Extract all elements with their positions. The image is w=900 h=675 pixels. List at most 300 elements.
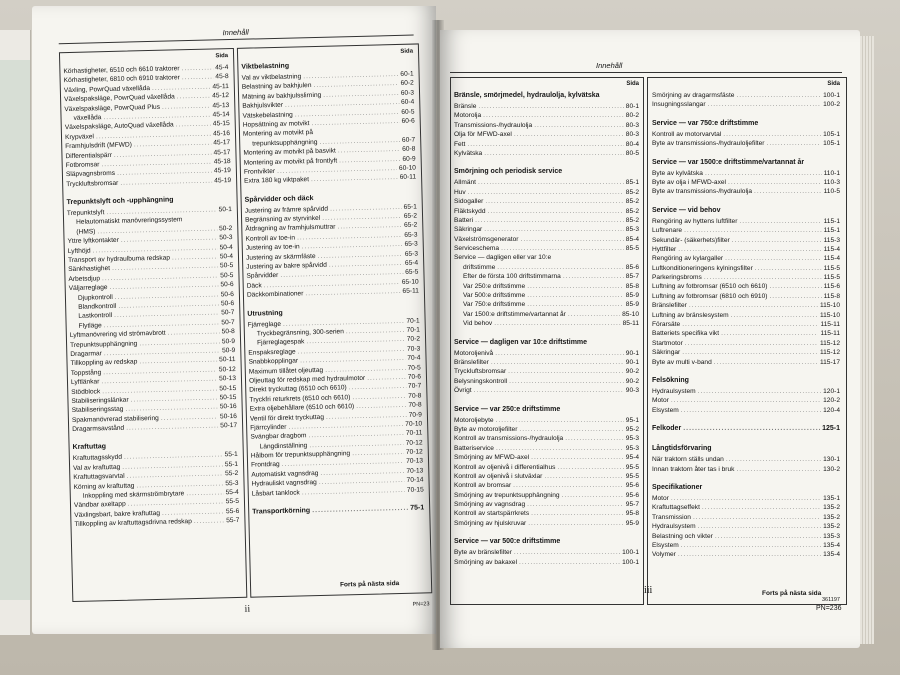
entry-label: Spårvidder bbox=[246, 272, 279, 281]
entry-label: Var 500:e driftstimme bbox=[463, 292, 526, 300]
entry-label: Bränslefilter bbox=[652, 302, 687, 310]
toc-entry bbox=[454, 548, 639, 557]
entry-page-number: 135-1 bbox=[823, 494, 840, 502]
entry-label: Hydraulsystem bbox=[652, 523, 696, 531]
section-title: Transportkörning bbox=[252, 507, 311, 516]
toc-entry bbox=[652, 130, 840, 139]
toc-entry bbox=[454, 444, 639, 453]
entry-page-number: 50-7 bbox=[221, 309, 235, 317]
entry-page-number: 85-11 bbox=[622, 320, 639, 328]
sida-label: Sida bbox=[827, 81, 840, 87]
entry-label: Byte av multi v-band bbox=[652, 358, 712, 366]
entry-page-number: 60-2 bbox=[400, 79, 414, 88]
entry-label: Oljeuttag för redskap med hydraulmotor bbox=[248, 374, 366, 385]
toc-section-heading bbox=[652, 483, 840, 494]
page-code: PN=23 bbox=[412, 601, 430, 608]
entry-page-number: 115-1 bbox=[823, 217, 840, 225]
dot-leader bbox=[726, 455, 821, 464]
entry-page-number: 100-1 bbox=[622, 549, 639, 557]
toc-entry bbox=[454, 491, 639, 500]
entry-page-number: 70-13 bbox=[406, 467, 424, 475]
dot-leader bbox=[484, 149, 624, 158]
entry-label: Hydraulsystem bbox=[652, 387, 696, 395]
dot-leader bbox=[736, 91, 821, 100]
entry-label: Lyftmanövrering vid strömavbrott bbox=[69, 329, 166, 340]
dot-leader bbox=[723, 130, 821, 139]
entry-label: Montering av motvikt på frontlyft bbox=[243, 156, 338, 167]
toc-entry bbox=[454, 509, 639, 518]
entry-page-number: 115-5 bbox=[823, 264, 840, 272]
toc-entry bbox=[454, 416, 639, 425]
entry-label: Tryckbegränsning, 300-serien bbox=[256, 328, 344, 338]
entry-label: Åtdragning av framhjulsmuttrar bbox=[245, 223, 336, 234]
entry-page-number: 95-5 bbox=[625, 463, 639, 471]
entry-label: Serviceschema bbox=[454, 245, 500, 253]
entry-label: Var 250:e driftstimme bbox=[463, 282, 526, 290]
entry-label: Växelspaksläge, PowrQuad växellåda bbox=[64, 93, 175, 104]
entry-label: Luftning av fotbromsar (6510 och 6610) bbox=[652, 283, 768, 291]
toc-entry bbox=[454, 310, 639, 319]
section-gap bbox=[454, 396, 639, 405]
sida-label: Sida bbox=[626, 81, 639, 87]
dot-leader bbox=[681, 541, 821, 550]
entry-page-number: 135-4 bbox=[823, 551, 840, 559]
entry-page-number: 115-1 bbox=[823, 227, 840, 235]
entry-page-number: 50-2 bbox=[219, 224, 233, 233]
entry-page-number: 65-3 bbox=[404, 240, 418, 249]
toc-entry bbox=[652, 282, 840, 291]
dot-leader bbox=[194, 517, 225, 527]
entry-label: Parkeringsbroms bbox=[652, 274, 702, 282]
header-rule bbox=[450, 72, 842, 73]
entry-page-number: 120-4 bbox=[823, 406, 840, 414]
entry-page-number: 90-1 bbox=[625, 358, 639, 366]
entry-page-number: 50-9 bbox=[221, 337, 236, 345]
entry-label: Dragarmsavstånd bbox=[72, 424, 125, 434]
toc-entry bbox=[652, 139, 840, 148]
page-header: Innehåll bbox=[596, 61, 623, 70]
page-stack-edge bbox=[860, 36, 874, 644]
entry-label: Kontroll av bromsar bbox=[454, 482, 512, 490]
entry-label: Rengöring av hyttens luftfilter bbox=[652, 217, 738, 225]
entry-page-number: 85-1 bbox=[625, 179, 639, 187]
section-title: Service — var 1500:e driftstimme/vartannat år bbox=[652, 158, 805, 166]
entry-page-number: 90-2 bbox=[625, 377, 639, 385]
entry-page-number: 70-12 bbox=[405, 448, 423, 456]
toc-entry bbox=[454, 149, 639, 158]
entry-page-number: 115-5 bbox=[823, 274, 840, 282]
toc-entry bbox=[454, 500, 639, 509]
entry-page-number: 125-1 bbox=[822, 425, 840, 433]
dot-leader bbox=[568, 310, 620, 319]
toc-entry bbox=[652, 245, 840, 254]
toc-entry bbox=[454, 519, 639, 528]
entry-label: Krypväxel bbox=[64, 133, 95, 141]
entry-page-number: 65-3 bbox=[404, 250, 419, 258]
entry-label: driftstimme bbox=[463, 263, 496, 271]
entry-page-number: 100-1 bbox=[823, 92, 840, 99]
entry-page-number: 50-17 bbox=[220, 422, 238, 430]
toc-entry bbox=[652, 311, 840, 320]
dot-leader bbox=[678, 550, 821, 559]
entry-page-number: 45-8 bbox=[215, 73, 229, 81]
entry-page-number: 95-1 bbox=[625, 416, 639, 424]
entry-label: Huv bbox=[454, 188, 466, 196]
entry-label: Kontroll av oljenivå i differentialhus bbox=[454, 463, 556, 471]
entry-label: Byte av olja i MFWD-axel bbox=[652, 178, 727, 186]
entry-page-number: 115-4 bbox=[823, 255, 840, 263]
entry-label: Väljarreglage bbox=[68, 284, 108, 293]
entry-label: Byte av transmissions-/hydrauloljefilter bbox=[652, 140, 765, 148]
entry-label: Låsbart tanklock bbox=[251, 489, 300, 498]
toc-entry bbox=[454, 225, 639, 234]
entry-label: Stabiliseringslänkar bbox=[71, 396, 129, 405]
dot-leader bbox=[671, 494, 821, 503]
entry-label: Växlingsbart, bakre kraftuttag bbox=[74, 509, 161, 519]
dot-leader bbox=[767, 139, 822, 148]
dot-leader bbox=[698, 387, 822, 396]
dot-leader bbox=[693, 513, 821, 522]
entry-label: Montering av motvikt på basvikt bbox=[243, 147, 336, 157]
entry-page-number: 115-11 bbox=[820, 321, 840, 329]
toc-entry bbox=[652, 532, 840, 541]
entry-label: Batteriets specifika vikt bbox=[652, 330, 720, 338]
entry-label: Direkt tryckuttag (6510 och 6610) bbox=[249, 384, 347, 394]
toc-entry bbox=[652, 387, 840, 396]
entry-label: Smörjning av trepunktsupphängning bbox=[454, 491, 560, 499]
toc-entry bbox=[652, 455, 840, 464]
dot-leader bbox=[484, 225, 624, 234]
entry-label: Kontroll av toe-in bbox=[245, 234, 296, 243]
entry-page-number: 115-17 bbox=[819, 358, 840, 366]
entry-page-number: 85-6 bbox=[625, 263, 639, 271]
continued-note: Forts på nästa sida bbox=[762, 590, 822, 597]
dot-leader bbox=[519, 558, 620, 567]
entry-label: Däck bbox=[246, 282, 262, 290]
section-gap bbox=[652, 415, 840, 424]
entry-page-number: 50-8 bbox=[221, 328, 235, 336]
dot-leader bbox=[496, 416, 624, 425]
sida-label: Sida bbox=[215, 53, 229, 60]
entry-label: Växelströmsgenerator bbox=[454, 235, 519, 243]
dot-leader bbox=[681, 406, 821, 415]
entry-label: Motoroljebyte bbox=[454, 416, 494, 424]
entry-page-number: 70-15 bbox=[406, 486, 424, 494]
dot-leader bbox=[485, 197, 623, 206]
toc-section-heading bbox=[454, 91, 639, 102]
dot-leader bbox=[483, 111, 624, 120]
entry-page-number: 85-10 bbox=[622, 310, 639, 318]
entry-page-number: 70-13 bbox=[406, 457, 424, 466]
entry-label: Olja för MFWD-axel bbox=[454, 131, 512, 139]
entry-label: Tillkoppling av kraftuttagsdrivna redskap bbox=[74, 518, 192, 529]
entry-page-number: 50-9 bbox=[221, 346, 236, 355]
entry-label: (HMS) bbox=[76, 228, 96, 236]
entry-label: Justering av skärmfäste bbox=[245, 252, 316, 262]
entry-label: Hydrauliskt vagnsdrag bbox=[251, 479, 317, 488]
dot-leader bbox=[527, 300, 624, 309]
entry-page-number: 95-2 bbox=[625, 425, 639, 433]
entry-page-number: 65-2 bbox=[403, 221, 418, 230]
entry-label: Elsystem bbox=[652, 541, 679, 549]
dot-leader bbox=[531, 509, 624, 518]
entry-label: Kontroll av startspärrkrets bbox=[454, 510, 530, 518]
toc-section-heading bbox=[454, 338, 639, 349]
entry-page-number: 85-9 bbox=[625, 292, 639, 300]
dot-leader bbox=[488, 207, 624, 216]
entry-page-number: 115-3 bbox=[823, 236, 840, 244]
entry-page-number: 115-11 bbox=[820, 330, 840, 338]
entry-label: Belysningskontroll bbox=[454, 377, 508, 385]
page-tint-strip bbox=[0, 60, 30, 600]
entry-page-number: 45-14 bbox=[212, 111, 230, 119]
entry-page-number: 50-1 bbox=[218, 206, 232, 214]
dot-leader bbox=[557, 463, 623, 472]
section-gap bbox=[652, 197, 840, 206]
toc-entry bbox=[454, 263, 639, 272]
entry-label: Trepunktsupphängning bbox=[70, 339, 138, 349]
entry-page-number: 60-4 bbox=[400, 98, 415, 107]
toc-entry bbox=[454, 282, 639, 291]
section-title: Spårvidder och däck bbox=[244, 194, 314, 204]
dot-leader bbox=[527, 500, 624, 509]
entry-label: Justering av bakre spårvidd bbox=[246, 261, 327, 271]
dot-leader bbox=[495, 349, 624, 358]
dot-leader bbox=[494, 319, 620, 328]
toc-section-heading bbox=[454, 167, 639, 178]
section-gap bbox=[652, 435, 840, 444]
entry-page-number: 90-3 bbox=[625, 387, 639, 395]
entry-page-number: 110-1 bbox=[823, 169, 840, 177]
dot-leader bbox=[501, 244, 624, 253]
entry-label: Justering av främre spårvidd bbox=[244, 205, 329, 215]
dot-leader bbox=[754, 187, 822, 196]
entry-label: Var 750:e driftstimme bbox=[463, 301, 526, 309]
entry-page-number: 45-17 bbox=[213, 139, 231, 147]
entry-label: Byte av transmissions-/hydraulolja bbox=[652, 188, 753, 196]
entry-label: Kraftuttagseffekt bbox=[652, 504, 700, 512]
entry-label: Justering av toe-in bbox=[245, 243, 300, 252]
entry-label: Lastkontroll bbox=[78, 312, 113, 321]
entry-page-number: 85-7 bbox=[625, 273, 639, 281]
toc-entry bbox=[652, 465, 840, 474]
entry-page-number: 115-12 bbox=[819, 339, 840, 347]
dot-leader bbox=[714, 358, 818, 367]
dot-leader bbox=[769, 292, 821, 301]
entry-label: Automatiskt vagnsdrag bbox=[251, 469, 319, 479]
entry-label: Hyttfilter bbox=[652, 245, 677, 253]
entry-label: Begränsning av styrvinkel bbox=[245, 214, 321, 224]
entry-label: Smörjning av bakaxel bbox=[454, 558, 518, 566]
toc-entry bbox=[652, 396, 840, 405]
entry-label: Körning av kraftuttag bbox=[73, 482, 135, 491]
entry-page-number: 65-4 bbox=[404, 259, 419, 267]
entry-label: Rengöring av kylargaller bbox=[652, 255, 724, 263]
entry-page-number: 45-4 bbox=[215, 64, 229, 72]
section-gap bbox=[652, 367, 840, 376]
toc-entry bbox=[652, 169, 840, 178]
toc-entry bbox=[454, 453, 639, 462]
entry-label: Stödblock bbox=[71, 387, 101, 396]
entry-label: Toppstång bbox=[70, 368, 102, 377]
entry-page-number: 80-5 bbox=[625, 149, 639, 157]
entry-page-number: 120-2 bbox=[823, 397, 840, 405]
toc-entry bbox=[454, 121, 639, 130]
toc-entry bbox=[652, 406, 840, 415]
entry-label: Sidogaller bbox=[454, 198, 484, 206]
entry-page-number: 65-1 bbox=[403, 203, 417, 211]
entry-page-number: 70-1 bbox=[406, 317, 420, 325]
dot-leader bbox=[491, 358, 624, 367]
entry-page-number: 45-18 bbox=[213, 157, 231, 166]
entry-page-number: 70-12 bbox=[405, 439, 423, 447]
entry-page-number: 115-10 bbox=[819, 311, 840, 319]
entry-page-number: 55-1 bbox=[224, 451, 238, 459]
entry-label: Fjärreglagespak bbox=[257, 338, 305, 347]
entry-label: växellåda bbox=[73, 114, 102, 122]
entry-label: Mätning av bakhjulsslirning bbox=[242, 91, 322, 101]
dot-leader bbox=[528, 519, 624, 528]
entry-label: Tillkoppling av redskap bbox=[70, 358, 138, 368]
entry-label: Trepunktslyft bbox=[66, 209, 105, 218]
toc-entry bbox=[652, 329, 840, 338]
entry-label: Arbetsdjup bbox=[68, 275, 101, 283]
dot-leader bbox=[478, 102, 623, 111]
entry-label: Allmänt bbox=[454, 179, 476, 187]
entry-label: Fläktskydd bbox=[454, 207, 486, 215]
entry-label: Val av viktbelastning bbox=[241, 73, 302, 82]
entry-page-number: 65-3 bbox=[404, 231, 418, 239]
section-title: Trepunktslyft och -upphängning bbox=[66, 196, 174, 207]
entry-label: Hålbom för trepunktsupphängning bbox=[250, 450, 351, 460]
entry-page-number: 70-11 bbox=[405, 429, 423, 438]
section-gap bbox=[454, 329, 639, 338]
entry-page-number: 55-1 bbox=[224, 460, 239, 469]
toc-entry bbox=[454, 558, 639, 567]
entry-page-number: 60-5 bbox=[401, 108, 415, 116]
entry-page-number: 70-7 bbox=[407, 382, 422, 391]
toc-entry bbox=[652, 217, 840, 226]
toc-section-heading bbox=[454, 405, 639, 416]
toc-entry bbox=[652, 494, 840, 503]
toc-entry bbox=[652, 273, 840, 282]
entry-label: Transmissions-/hydraulolja bbox=[454, 121, 533, 129]
dot-leader bbox=[527, 291, 624, 300]
entry-label: Körhastigheter, 6810 och 6910 traktorer bbox=[63, 74, 180, 85]
entry-label: Säkringar bbox=[652, 349, 681, 357]
toc-entry bbox=[454, 207, 639, 216]
entry-label: Flytläge bbox=[78, 322, 102, 330]
entry-page-number: 135-4 bbox=[823, 541, 840, 549]
entry-page-number: 85-4 bbox=[625, 235, 639, 243]
dot-leader bbox=[708, 100, 822, 109]
entry-label: Transmission bbox=[652, 513, 691, 521]
toc-entry bbox=[454, 272, 639, 281]
dot-leader bbox=[497, 263, 624, 272]
toc-entry bbox=[652, 550, 840, 559]
section-title: Service — var 500:e driftstimme bbox=[454, 538, 561, 546]
entry-label: Byte av motoroljefilter bbox=[454, 425, 518, 433]
entry-page-number: 135-2 bbox=[823, 513, 840, 521]
toc-entry bbox=[652, 187, 840, 196]
dot-leader bbox=[671, 396, 821, 405]
toc-entry bbox=[652, 178, 840, 187]
entry-label: Kontroll av transmissions-/hydraulolja bbox=[454, 435, 564, 443]
entry-page-number: 45-19 bbox=[214, 176, 232, 185]
entry-label: Kraftuttagsvarvtal bbox=[73, 472, 125, 482]
dot-leader bbox=[685, 339, 818, 348]
entry-page-number: 50-7 bbox=[221, 318, 235, 327]
entry-page-number: 95-9 bbox=[625, 519, 639, 527]
dot-leader bbox=[731, 311, 818, 320]
dot-leader bbox=[514, 130, 624, 139]
entry-page-number: 50-15 bbox=[219, 393, 237, 402]
toc-entry bbox=[652, 358, 840, 367]
dot-leader bbox=[698, 522, 822, 531]
dot-leader bbox=[468, 188, 624, 197]
dot-leader bbox=[531, 453, 624, 462]
dot-leader bbox=[521, 235, 624, 244]
entry-label: Startmotor bbox=[652, 339, 683, 347]
entry-page-number: 95-6 bbox=[625, 491, 639, 499]
entry-page-number: 50-6 bbox=[220, 290, 234, 298]
dot-leader bbox=[562, 491, 624, 500]
entry-page-number: 100-1 bbox=[622, 558, 639, 566]
entry-page-number: 115-12 bbox=[819, 349, 840, 357]
entry-label: Frontdrag bbox=[251, 461, 280, 470]
entry-label: Byte av kylvätska bbox=[652, 169, 703, 177]
dot-leader bbox=[509, 377, 624, 386]
section-title: Viktbelastning bbox=[241, 62, 290, 71]
dot-leader bbox=[496, 444, 624, 453]
entry-label: Sekundär- (säkerhets)filter bbox=[652, 236, 730, 244]
page-number: iii bbox=[644, 585, 653, 596]
entry-page-number: 55-5 bbox=[225, 498, 240, 506]
entry-label: Luftning av bränslesystem bbox=[652, 311, 729, 319]
entry-label: Service — dagligen eller var 10:e bbox=[454, 254, 552, 262]
toc-entry bbox=[652, 320, 840, 329]
entry-label: Var 1500:e driftstimme/vartannat år bbox=[463, 310, 566, 318]
left-page-content bbox=[32, 6, 436, 634]
entry-page-number: 95-3 bbox=[625, 435, 639, 443]
toc-entry bbox=[454, 434, 639, 443]
entry-label: När traktorn ställs undan bbox=[652, 456, 724, 464]
entry-page-number: 75-1 bbox=[410, 504, 425, 512]
entry-page-number: 70-3 bbox=[407, 345, 421, 353]
toc-column-right-1 bbox=[454, 80, 639, 567]
entry-label: Stabiliseringsstag bbox=[71, 406, 124, 415]
entry-page-number: 110-3 bbox=[823, 178, 840, 186]
entry-page-number: 45-15 bbox=[212, 120, 230, 128]
entry-page-number: 95-6 bbox=[625, 482, 639, 490]
toc-entry bbox=[652, 264, 840, 273]
entry-page-number: 45-11 bbox=[212, 82, 229, 91]
entry-page-number: 105-1 bbox=[823, 140, 840, 148]
toc-entry bbox=[454, 178, 639, 187]
section-title: Service — dagligen var 10:e driftstimme bbox=[454, 338, 588, 346]
entry-page-number: 115-8 bbox=[823, 292, 840, 300]
toc-entry bbox=[454, 472, 639, 481]
toc-column-left-2 bbox=[241, 48, 424, 519]
dot-leader bbox=[728, 178, 822, 187]
entry-label: Motoroljenivå bbox=[454, 349, 494, 357]
entry-label: Smörjning av dragarmsfäste bbox=[652, 92, 735, 99]
entry-page-number: 80-3 bbox=[625, 121, 639, 129]
entry-page-number: 130-2 bbox=[823, 465, 840, 473]
entry-label: Kraftuttagsskydd bbox=[72, 454, 123, 463]
section-title: Smörjning och periodisk service bbox=[454, 168, 563, 176]
entry-page-number: 60-10 bbox=[398, 164, 416, 172]
